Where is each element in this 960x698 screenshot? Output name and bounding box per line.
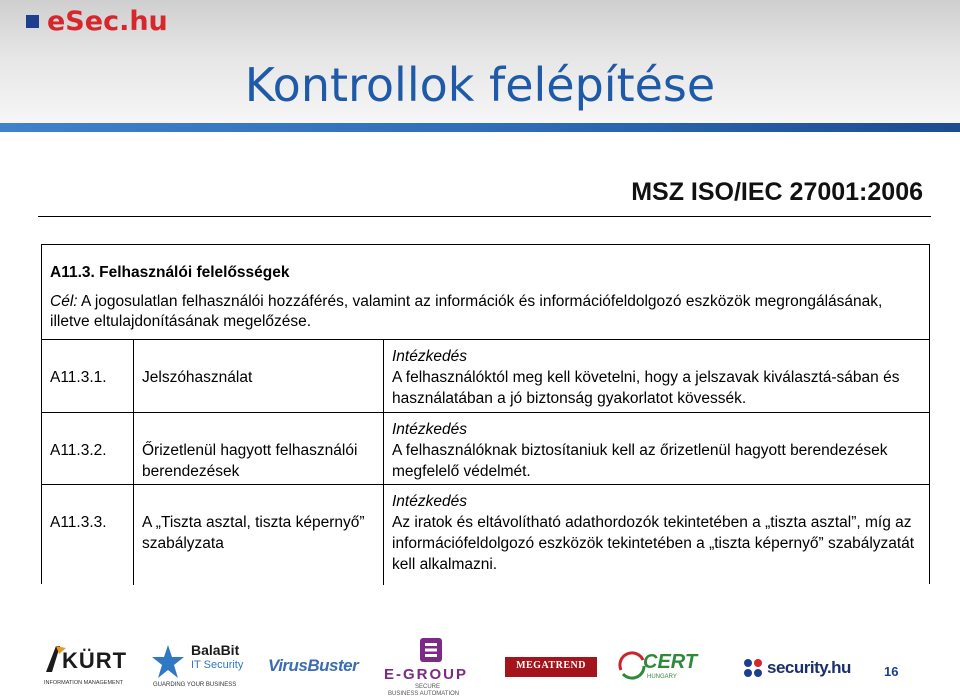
sponsor-logos — [0, 630, 960, 697]
action-label: Intézkedés — [392, 348, 467, 365]
control-id: A11.3.1. — [50, 369, 107, 386]
brand-logo — [26, 6, 168, 36]
control-action-cell — [384, 340, 929, 412]
control-name-cell — [134, 340, 384, 412]
kurt-logo — [44, 644, 130, 690]
balabit-name: BalaBit — [191, 642, 240, 658]
control-name: Őrizetlenül hagyott felhasználói berendezések — [142, 442, 358, 480]
action-label: Intézkedés — [392, 493, 467, 510]
section-header — [42, 245, 929, 340]
controls-table — [41, 244, 930, 584]
balabit-tagline: GUARDING YOUR BUSINESS — [153, 682, 237, 688]
standard-header: MSZ ISO/IEC 27001:2006 — [631, 178, 923, 206]
goal-label: Cél: — [50, 293, 78, 310]
securityhu-logo — [743, 656, 859, 680]
securityhu-dots-icon — [743, 658, 763, 678]
balabit-sub: IT Security — [191, 659, 244, 671]
action-text: A felhasználóknak biztosítaniuk kell az őrizetlenül hagyott berendezések megfelelő védelmét. — [392, 442, 888, 480]
control-id-cell — [42, 485, 134, 585]
table-row — [42, 485, 929, 585]
virusbuster-name: VirusBuster — [268, 656, 359, 675]
control-id-cell — [42, 340, 134, 412]
egroup-tagline: BUSINESS AUTOMATION — [388, 691, 460, 697]
egroup-mark-icon — [418, 636, 444, 664]
egroup-name: E-GROUP — [384, 666, 469, 683]
action-text: A felhasználóktól meg kell követelni, hogy a jelszavak kiválasztá-sában és használatában a jó biztonság gyakorlatot kövessék. — [392, 369, 900, 407]
section-goal — [50, 292, 921, 332]
page-number: 16 — [884, 664, 899, 679]
standard-excerpt — [38, 168, 933, 586]
balabit-star-icon — [151, 644, 185, 680]
header-rule — [38, 216, 931, 217]
megatrend-logo — [505, 657, 597, 677]
megatrend-name: MEGATREND — [516, 660, 586, 671]
section-title: A11.3. Felhasználói felelősségek — [50, 264, 290, 281]
title-rule — [0, 123, 960, 132]
securityhu-name: security.hu — [767, 658, 851, 677]
slide-title: Kontrollok felépítése — [244, 58, 716, 112]
brand-name: eSec.hu — [47, 5, 168, 37]
control-action-cell — [384, 413, 929, 484]
balabit-logo — [151, 642, 251, 692]
action-label: Intézkedés — [392, 421, 467, 438]
cert-sub: HUNGARY — [647, 674, 677, 680]
control-id: A11.3.3. — [50, 514, 107, 531]
control-id-cell — [42, 413, 134, 484]
goal-text: A jogosulatlan felhasználói hozzáférés, valamint az információk és információfeldolgozó eszközök megrongálásának, illetve eltulajdonításának megelőzése. — [50, 293, 883, 330]
kurt-tagline: INFORMATION MANAGEMENT — [44, 680, 124, 686]
egroup-logo — [384, 636, 480, 698]
control-id: A11.3.2. — [50, 442, 107, 459]
cert-logo — [617, 648, 713, 684]
cert-name: CERT — [643, 651, 698, 673]
kurt-name: KÜRT — [62, 648, 128, 673]
control-name-cell — [134, 485, 384, 585]
control-action-cell — [384, 485, 929, 585]
egroup-sub: SECURE — [415, 684, 441, 690]
brand-square-icon — [26, 15, 39, 28]
action-text: Az iratok és eltávolítható adathordozók tekintetében a „tiszta asztal”, míg az információfeldolgozó eszközök tekintetében a „tiszta képernyő” szabályzatát kell alkalmazni. — [392, 514, 915, 573]
control-name: Jelszóhasználat — [142, 369, 253, 386]
table-row — [42, 340, 929, 413]
virusbuster-logo — [268, 654, 364, 682]
control-name-cell — [134, 413, 384, 484]
table-row — [42, 413, 929, 485]
control-name: A „Tiszta asztal, tiszta képernyő” szabályzata — [142, 514, 365, 552]
